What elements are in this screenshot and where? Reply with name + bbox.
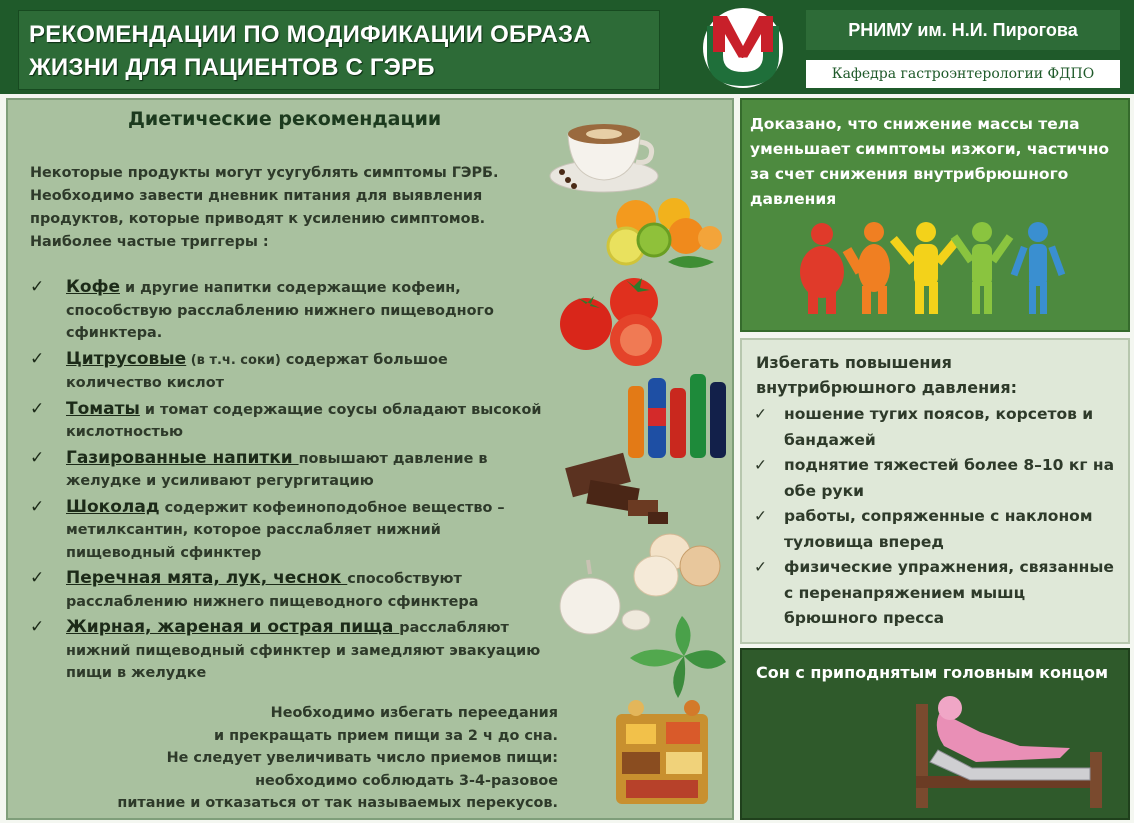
trigger-item-tomatoes — [28, 398, 548, 444]
pressure-list — [752, 402, 1122, 632]
trigger-text: повышают давление в желудке и усиливают регургитацию — [66, 450, 488, 489]
dietary-title: Диетические рекомендации — [128, 108, 442, 130]
closing-line: питание и отказаться от так называемых перекусов. — [117, 795, 558, 811]
intro-line: Необходимо завести дневник питания для выявления — [30, 188, 483, 204]
closing-line: Необходимо избегать переедания — [270, 705, 558, 721]
adjustable-bed-icon — [910, 692, 1110, 818]
intro-line: Наиболее частые триггеры : — [30, 234, 269, 250]
list-item-text: физические упражнения, связанные с перенапряжением мышц брюшного пресса — [784, 558, 1114, 627]
checkmark-icon: ✓ — [30, 348, 45, 369]
list-item — [752, 453, 1122, 504]
figure-icon — [800, 223, 844, 314]
pressure-panel — [740, 338, 1130, 644]
list-item-text: работы, сопряженные с наклоном туловища вперед — [784, 507, 1093, 551]
trigger-name: Газированные напитки — [66, 447, 299, 468]
trigger-name: Перечная мята, лук, чеснок — [66, 568, 348, 588]
weight-loss-figures-icon — [798, 220, 1068, 316]
trigger-text: расслабляют нижний пищеводный сфинктер и замедляют эвакуацию пищи в желудке — [66, 620, 541, 681]
trigger-text: способствуют расслаблению нижнего пищеводного сфинктера — [66, 571, 479, 610]
checkmark-icon: ✓ — [754, 558, 767, 576]
checkmark-icon: ✓ — [30, 568, 45, 588]
checkmark-icon: ✓ — [30, 617, 45, 637]
pressure-panel-heading — [756, 350, 1017, 400]
page-title-line1: РЕКОМЕНДАЦИИ ПО МОДИФИКАЦИИ ОБРАЗА — [29, 21, 591, 48]
gastro-logo-icon — [697, 6, 789, 90]
sleep-panel — [740, 648, 1130, 820]
triggers-list — [28, 276, 548, 688]
citrus-fruits-icon — [598, 192, 728, 276]
trigger-name: Кофе — [66, 277, 120, 297]
intro-line: Некоторые продукты могут усугублять симптомы ГЭРБ. — [30, 165, 499, 181]
trigger-item-chocolate — [28, 496, 548, 565]
closing-line: и прекращать прием пищи за 2 ч до сна. — [214, 727, 558, 744]
closing-advice — [48, 702, 558, 815]
trigger-item-citrus — [28, 348, 548, 395]
heading-line: внутрибрюшного давления: — [756, 378, 1018, 397]
weight-panel-text: Доказано, что снижение массы тела уменьшает симптомы изжоги, частично за счет снижения внутрибрюшного давления — [750, 115, 1110, 208]
department-name: Кафедра гастроэнтерологии ФДПО — [806, 60, 1120, 88]
fast-food-icon — [596, 694, 728, 814]
list-item-text: поднятие тяжестей более 8–10 кг на обе руки — [784, 456, 1115, 500]
sleep-panel-text: Сон с приподнятым головным концом — [756, 663, 1109, 682]
heading-line: Избегать повышения — [756, 353, 952, 372]
checkmark-icon: ✓ — [754, 507, 767, 525]
page-title-line2: ЖИЗНИ ДЛЯ ПАЦИЕНТОВ С ГЭРБ — [29, 54, 435, 81]
trigger-text: содержит кофеиноподобное вещество – метилксантин, которое расслабляет нижний пищеводный сфинктер — [66, 499, 505, 561]
trigger-note: (в т.ч. соки) — [186, 352, 281, 368]
closing-line: Не следует увеличивать число приемов пищи: — [166, 750, 558, 766]
weight-panel — [740, 98, 1130, 332]
dietary-intro — [30, 162, 550, 254]
checkmark-icon: ✓ — [30, 496, 45, 517]
coffee-cup-icon — [546, 106, 666, 198]
checkmark-icon: ✓ — [754, 405, 767, 423]
checkmark-icon: ✓ — [754, 456, 767, 474]
intro-line: продуктов, которые приводят к усилению симптомов. — [30, 211, 486, 227]
figure-icon — [843, 222, 890, 314]
trigger-item-fatty-food — [28, 616, 548, 685]
list-item — [752, 504, 1122, 555]
checkmark-icon: ✓ — [30, 447, 45, 468]
checkmark-icon: ✓ — [30, 277, 45, 297]
tomatoes-icon — [556, 272, 674, 368]
list-item — [752, 402, 1122, 453]
mint-leaves-icon — [622, 612, 732, 702]
logo-label: GASTRO — [723, 56, 763, 66]
figure-icon — [951, 222, 1014, 314]
trigger-text: и томат содержащие соусы обладают высокой кислотностью — [66, 401, 542, 440]
checkmark-icon: ✓ — [30, 398, 45, 419]
trigger-name: Цитрусовые — [66, 348, 187, 369]
closing-line: необходимо соблюдать 3-4-разовое — [255, 772, 558, 789]
trigger-item-coffee — [28, 276, 548, 345]
soda-bottles-icon — [624, 368, 728, 460]
trigger-name: Шоколад — [66, 496, 160, 517]
list-item — [752, 555, 1122, 632]
dietary-panel — [6, 98, 734, 820]
university-name: РНИМУ им. Н.И. Пирогова — [806, 10, 1120, 50]
trigger-item-soda — [28, 447, 548, 493]
trigger-text: содержат большое количество кислот — [66, 351, 448, 391]
header-bar — [0, 0, 1134, 94]
trigger-item-mint-onion-garlic — [28, 567, 548, 613]
chocolate-icon — [558, 450, 678, 530]
trigger-text: и другие напитки содержащие кофеин, способствую расслаблению нижнего пищеводного сфинктера. — [66, 280, 494, 341]
figure-icon — [1011, 222, 1066, 314]
trigger-name: Жирная, жареная и острая пища — [66, 617, 400, 637]
list-item-text: ношение тугих поясов, корсетов и бандажей — [784, 405, 1094, 449]
institution-block — [800, 10, 1130, 88]
trigger-name: Томаты — [66, 398, 140, 419]
page-title — [18, 10, 660, 90]
figure-icon — [890, 222, 961, 314]
